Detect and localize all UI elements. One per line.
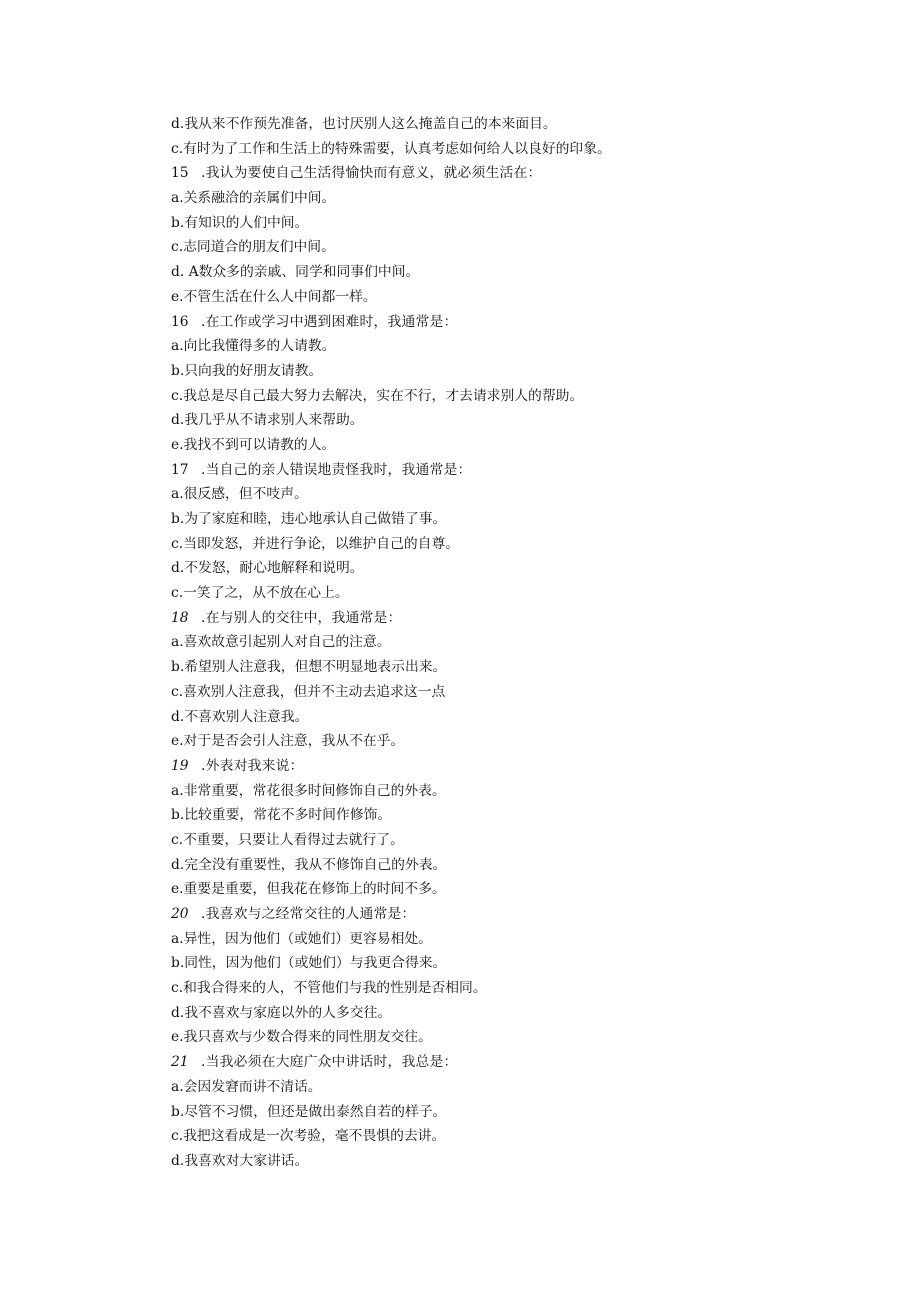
answer-option [171,927,871,952]
answer-option [171,235,871,260]
answer-option-text: d.我不喜欢与家庭以外的人多交往。 [171,1004,392,1021]
answer-option-text: c.志同道合的朋友们中间。 [171,239,335,256]
answer-option-text: c.有时为了工作和生活上的特殊需要，认真考虑如何给人以良好的印象。 [171,140,611,157]
answer-option-text: e.我只喜欢与少数合得来的同性朋友交往。 [171,1029,432,1046]
question-number: 17 [171,461,189,478]
question-heading [171,458,871,483]
answer-option [171,285,871,310]
answer-option [171,1001,871,1026]
answer-option-text: c.和我合得来的人，不管他们与我的性别是否相同。 [171,980,487,997]
answer-option [171,976,871,1001]
answer-option-text: e.重要是重要，但我花在修饰上的时间不多。 [171,881,446,898]
answer-option [171,186,871,211]
answer-option-text: d.我从来不作预先准备，也讨厌别人这么掩盖自己的本来面目。 [171,116,557,132]
question-text: .外表对我来说： [201,757,304,774]
answer-option [171,705,871,730]
answer-option [171,556,871,581]
answer-option [171,779,871,804]
answer-option-text: d.完全没有重要性，我从不修饰自己的外表。 [171,856,447,873]
answer-option-text: b.比较重要，常花不多时间作修饰。 [171,807,392,824]
question-number: 15 [171,165,189,182]
question-number: 19 [171,757,189,774]
answer-option-text: d.不喜欢别人注意我。 [171,708,309,725]
question-text: .我喜欢与之经常交往的人通常是： [201,906,416,922]
answer-option [171,877,871,902]
answer-option [171,853,871,878]
answer-option [171,211,871,236]
question-number: 21 [171,1054,189,1071]
answer-option [171,137,871,162]
answer-option-text: c.不重要，只要让人看得过去就行了。 [171,831,404,848]
answer-option [171,260,871,285]
answer-option-text: a.关系融洽的亲属们中间。 [171,190,336,207]
answer-option [171,384,871,409]
answer-option-text: c.我总是尽自己最大努力去解决，实在不行，才去请求别人的帮助。 [171,387,584,404]
question-text: .在工作或学习中遇到困难时，我通常是： [201,313,458,330]
answer-option-text: c.喜欢别人注意我，但并不主动去追求这一点 [171,683,446,700]
answer-option-text: e.不管生活在什么人中间都一样。 [171,288,377,305]
answer-option-text: c.当即发怒，并进行争论，以维护自己的自尊。 [171,535,460,552]
answer-option [171,433,871,458]
question-text: .当我必须在大庭广众中讲话时，我总是： [201,1054,458,1071]
answer-option-text: b.只向我的好朋友请教。 [171,362,323,379]
answer-option [171,482,871,507]
answer-option [171,408,871,433]
question-text: .在与别人的交往中，我通常是： [201,609,402,626]
answer-option [171,655,871,680]
answer-option [171,1149,871,1174]
document-body [171,112,871,1174]
answer-option-text: c.我把这看成是一次考验，毫不畏惧的去讲。 [171,1128,446,1145]
answer-option [171,507,871,532]
answer-option-text: a.非常重要，常花很多时间修饰自己的外表。 [171,782,446,799]
answer-option-text: a.喜欢故意引起别人对自己的注意。 [171,634,391,651]
answer-option [171,532,871,557]
question-heading [171,606,871,631]
answer-option-text: d.我喜欢对大家讲话。 [171,1152,309,1169]
question-heading [171,754,871,779]
answer-option-text: e.我找不到可以请教的人。 [171,436,336,453]
answer-option-text: a.很反感，但不吱声。 [171,486,308,503]
answer-option-text: b.尽管不习惯，但还是做出泰然自若的样子。 [171,1103,447,1120]
answer-option [171,828,871,853]
answer-option [171,680,871,705]
answer-option [171,359,871,384]
question-heading [171,310,871,335]
answer-option-text: b.有知识的人们中间。 [171,214,309,231]
answer-option-text: d.我几乎从不请求别人来帮助。 [171,412,364,429]
answer-option-text: a.会因发窘而讲不清话。 [171,1078,322,1095]
answer-option [171,1025,871,1050]
answer-option-text: e.对于是否会引人注意，我从不在乎。 [171,733,405,750]
answer-option-text: b.为了家庭和睦，违心地承认自己做错了事。 [171,511,447,527]
question-number: 20 [171,906,189,922]
answer-option-text: c.一笑了之，从不放在心上。 [171,585,349,602]
answer-option-text: a.向比我懂得多的人请教。 [171,338,336,355]
question-text: .当自己的亲人错误地责怪我时，我通常是： [201,461,472,478]
question-number: 18 [171,609,189,626]
answer-option [171,581,871,606]
answer-option-text: d.不发怒，耐心地解释和说明。 [171,560,364,577]
answer-option [171,334,871,359]
answer-option-text: b.同性，因为他们（或她们）与我更合得来。 [171,955,447,972]
question-text: .我认为要使自己生活得愉快而有意义，就必须生活在： [201,165,542,182]
answer-option-text: d. A数众多的亲戚、同学和同事们中间。 [171,264,420,281]
answer-option [171,951,871,976]
question-heading [171,161,871,186]
answer-option [171,1100,871,1125]
answer-option [171,1124,871,1149]
answer-option [171,729,871,754]
answer-option [171,112,871,137]
answer-option-text: b.希望别人注意我，但想不明显地表示出来。 [171,659,447,676]
answer-option [171,803,871,828]
answer-option [171,1075,871,1100]
answer-option [171,630,871,655]
answer-option-text: a.异性，因为他们（或她们）更容易相处。 [171,930,432,947]
question-number: 16 [171,313,189,330]
question-heading [171,902,871,927]
question-heading [171,1050,871,1075]
